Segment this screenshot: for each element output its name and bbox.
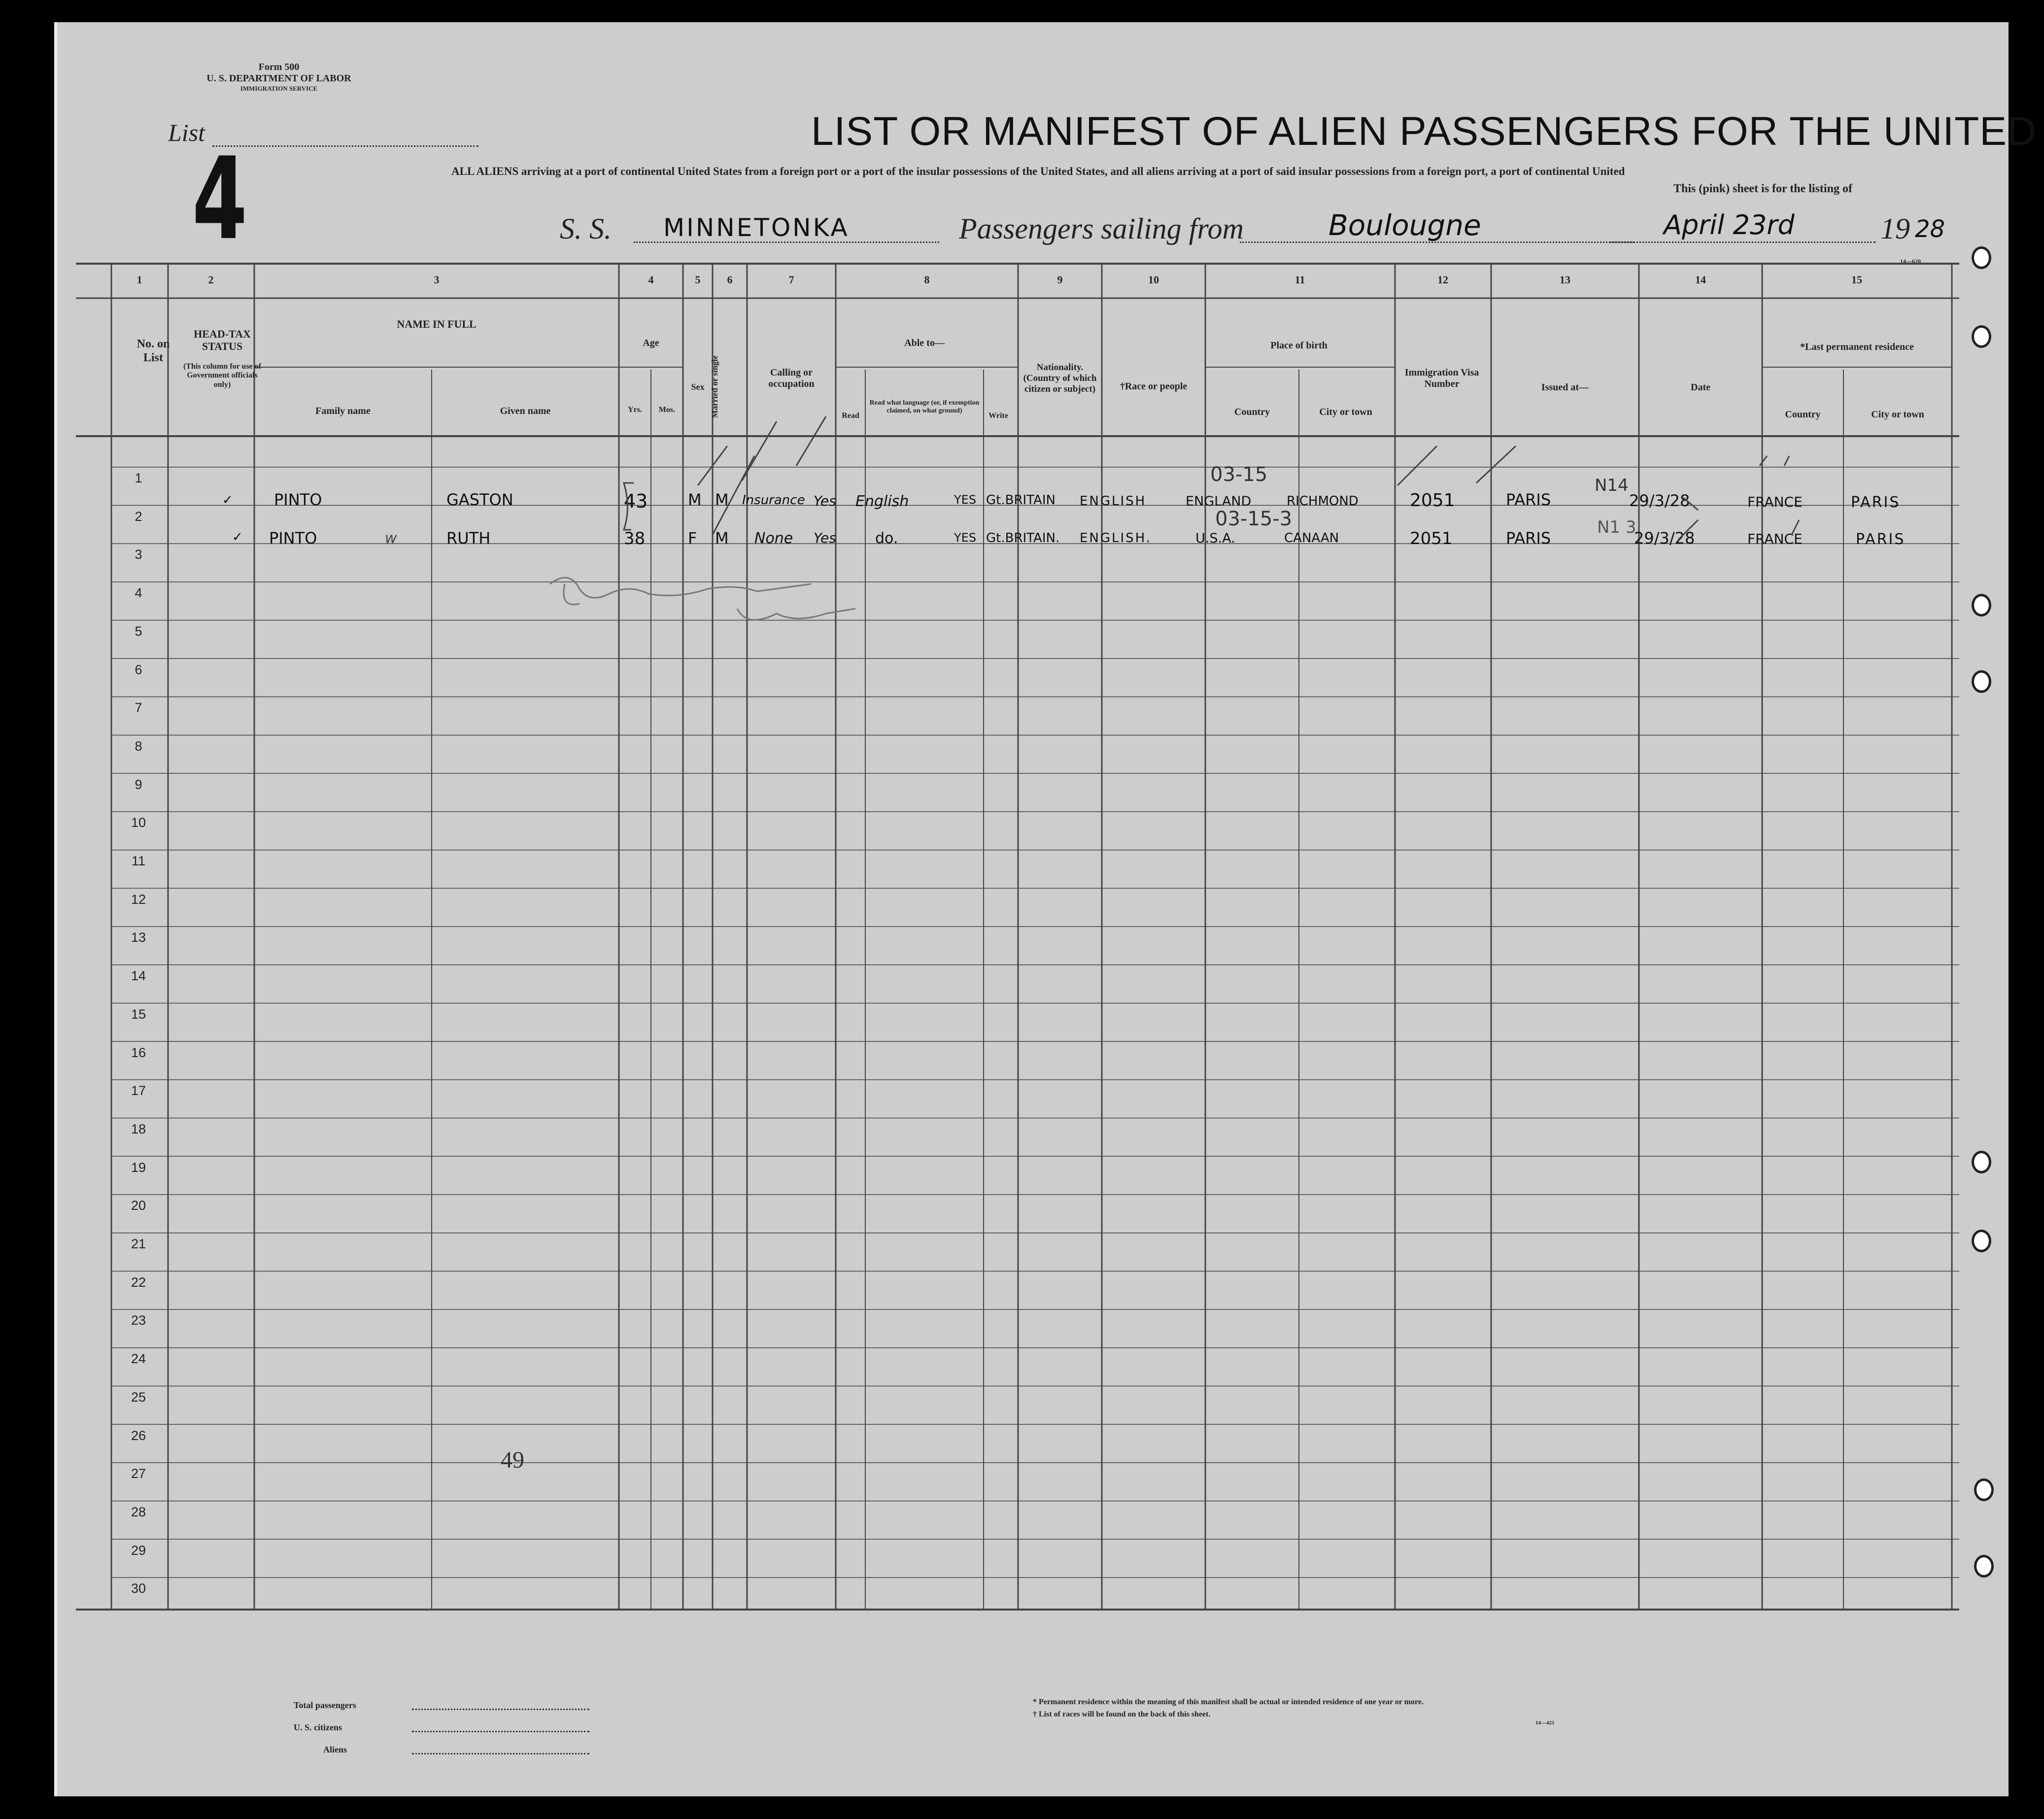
family-name: PINTO [274,490,322,509]
birth-annotation-2: 03-15-3 [1215,508,1293,530]
header-age: Age [643,338,659,348]
footnote-residence: * Permanent residence within the meaning of this manifest shall be actual or intended residence of one year or more. [1033,1698,1424,1706]
total-passengers-label: Total passengers [294,1700,356,1710]
column-number: 6 [727,274,733,286]
read-language: do. [875,530,898,547]
subtitle-line-1: ALL ALIENS arriving at a port of continental United States from a foreign port or a port of the insular possessions of the United States, and all aliens arriving at a port of said insular possessions from a foreign port, a port of continental United [451,165,1625,177]
occupation: None [754,530,793,547]
family-mark: w [385,530,397,547]
row-number: 4 [135,585,142,601]
nationality: Gt.BRITAIN. [986,531,1060,546]
residence-country: FRANCE [1747,494,1803,510]
row-number: 19 [131,1160,146,1175]
form-number: Form 500 [258,62,300,72]
residence-city: PARIS [1856,531,1906,548]
subtitle-line-2: This (pink) sheet is for the listing of [1673,182,1852,195]
binder-hole [1974,1478,1994,1501]
can-write: YES [954,531,977,545]
visa-date: 29/3/28 [1634,529,1695,548]
port-name: Boulougne [1329,208,1481,242]
service: IMMIGRATION SERVICE [240,85,318,92]
binder-hole [1972,325,1991,348]
department: U. S. DEPARTMENT OF LABOR [206,73,351,84]
header-head-tax-note: (This column for use of Government officials only) [183,362,261,389]
row-number: 6 [135,662,142,677]
row-number: 24 [131,1351,146,1367]
row-number: 23 [131,1313,146,1328]
row-number: 3 [135,547,142,562]
row-number: 13 [131,930,146,945]
can-read: Yes [814,530,836,546]
header-write: Write [988,412,1008,420]
residence-country: FRANCE [1747,531,1803,547]
row-number: 21 [131,1236,146,1251]
row-number: 9 [135,777,142,792]
binder-hole [1972,594,1991,617]
column-number: 13 [1560,274,1570,286]
header-married: Married or single [710,355,720,418]
column-number: 12 [1437,274,1448,286]
race: ENGLISH. [1080,531,1152,546]
header-res-city: City or town [1871,409,1924,420]
year-handwritten: 28 [1915,215,1945,243]
married: M [715,490,729,509]
row-number: 10 [131,815,146,830]
column-number: 11 [1295,274,1305,286]
row-number: 11 [131,854,146,868]
header-place-of-birth: Place of birth [1270,340,1328,351]
can-write: YES [954,493,977,507]
header-read-language: Read what language (or, if exemption claimed, on what ground) [869,399,980,415]
column-number: 14 [1695,274,1706,286]
aliens-label: Aliens [323,1745,347,1754]
footnote-races: † List of races will be found on the back of this sheet. [1033,1710,1211,1718]
header-given-name: Given name [500,406,551,416]
can-read: Yes [814,493,836,509]
header-visa-number: Immigration Visa Number [1404,367,1479,389]
read-language: English [855,493,909,510]
row-number: 26 [131,1428,146,1443]
nationality: Gt.BRITAIN [986,493,1056,508]
visa-number: 2051 [1410,529,1453,549]
header-calling: Calling or occupation [768,367,815,389]
header-nationality: Nationality. (Country of which citizen or subject) [1023,362,1097,394]
column-number: 2 [208,274,214,286]
row-number: 29 [131,1543,146,1558]
given-name: RUTH [446,529,491,548]
header-birth-country: Country [1234,407,1270,417]
column-number: 9 [1057,274,1063,286]
age-years: 43 [624,490,648,512]
birth-city: RICHMOND [1287,494,1359,509]
binder-hole [1972,1151,1991,1173]
column-number: 8 [924,274,930,286]
age-years: 38 [624,529,646,549]
race: ENGLISH [1080,494,1147,509]
occupation: Insurance [742,493,805,508]
column-number: 3 [434,274,440,286]
us-citizens-label: U. S. citizens [294,1722,342,1732]
row-number: 7 [135,700,142,716]
family-name: PINTO [269,529,317,548]
page-title: LIST OR MANIFEST OF ALIEN PASSENGERS FOR THE UNITED [811,109,2037,154]
ss-label: S. S. [560,212,612,245]
binder-hole [1972,670,1991,693]
header-date: Date [1691,382,1710,393]
column-number: 15 [1851,274,1862,286]
visa-date: 29/3/28 [1629,491,1690,510]
row-number: 18 [131,1121,146,1136]
row-number: 20 [131,1198,146,1213]
head-tax-mark: ✓ [232,530,243,545]
header-yrs: Yrs. [628,406,642,414]
row-number: 28 [131,1504,146,1519]
issued-annotation-2: N1 3 [1597,517,1636,537]
binder-hole [1974,1555,1994,1578]
issued-annotation-1: N14 [1595,476,1629,495]
binder-hole [1972,246,1991,269]
row-number: 30 [131,1581,146,1596]
column-number: 10 [1148,274,1159,286]
header-sex: Sex [691,382,705,392]
married: M [715,529,729,548]
given-name: GASTON [446,490,513,509]
birth-annotation-1: 03-15 [1210,463,1268,486]
header-last-residence: *Last permanent residence [1800,342,1914,352]
issued-at: PARIS [1506,529,1551,548]
row-number: 5 [135,623,142,639]
visa-number: 2051 [1410,490,1455,511]
header-race: †Race or people [1120,381,1188,392]
column-number: 7 [788,274,794,286]
column-number: 4 [648,274,654,286]
row-number: 2 [135,509,142,524]
row-number: 8 [135,738,142,754]
sailing-label: Passengers sailing from [959,212,1244,245]
footer-code: 14—421 [1535,1720,1555,1726]
issued-at: PARIS [1506,490,1551,509]
row-number: 14 [131,968,146,984]
head-tax-mark: ✓ [222,493,233,508]
list-label: List [168,119,205,146]
column-number: 1 [136,274,142,286]
manifest-sheet [54,22,2037,1796]
stamp-number: 49 [501,1447,524,1473]
form-code: 14—620 [1900,258,1921,265]
header-able-to: Able to— [904,338,945,348]
ship-name: MINNETONKA [663,213,850,242]
birth-country: ENGLAND [1186,494,1252,509]
header-no-on-list: No. on List [136,338,170,364]
row-number: 17 [131,1083,146,1098]
birth-city: CANAAN [1284,531,1339,546]
pen-strokes [57,22,2009,1796]
column-number: 5 [695,274,701,286]
row-number: 1 [135,471,142,485]
residence-city: PARIS [1851,494,1901,511]
header-head-tax: HEAD-TAX STATUS [194,328,251,353]
header-issued-at: Issued at— [1541,382,1589,393]
binder-hole [1972,1230,1991,1252]
header-name-in-full: NAME IN FULL [397,318,477,330]
row-number: 22 [131,1274,146,1290]
row-number: 12 [131,892,146,907]
us-citizens-line [412,1731,589,1732]
header-birth-city: City or town [1319,407,1372,417]
row-number: 27 [131,1466,146,1481]
header-mos: Mos. [658,406,676,414]
header-res-country: Country [1785,409,1821,420]
row-number: 25 [131,1389,146,1405]
aliens-line [412,1753,589,1754]
header-family-name: Family name [315,406,371,416]
row-number: 15 [131,1006,146,1022]
header-read: Read [842,412,859,420]
birth-country: U.S.A. [1195,531,1235,546]
year-printed: 19 [1880,212,1910,245]
list-number: 4 [192,134,248,265]
row-number: 16 [131,1045,146,1060]
sex: F [688,529,697,548]
total-passengers-line [412,1709,589,1710]
sailing-date: April 23rd [1664,209,1795,240]
sex: M [688,490,702,509]
